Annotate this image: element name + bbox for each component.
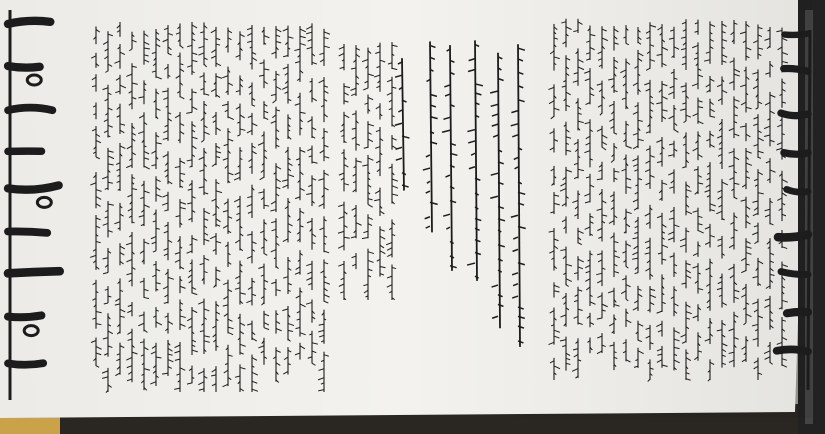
headline-stem xyxy=(808,30,810,390)
headline-stroke xyxy=(8,315,41,317)
headline-stroke xyxy=(8,21,50,24)
headline-stroke xyxy=(784,69,808,72)
headline-stroke xyxy=(8,363,43,365)
headline-stroke xyxy=(787,189,808,192)
headline-stroke xyxy=(8,231,47,232)
headline-stroke xyxy=(784,153,808,155)
headline-stroke xyxy=(8,66,40,68)
headline-stroke xyxy=(8,271,60,273)
headline-stroke xyxy=(781,272,808,275)
headline-stroke xyxy=(787,312,808,313)
headline-stroke xyxy=(8,108,52,111)
headline-stroke xyxy=(8,185,59,189)
headline-stroke xyxy=(781,113,808,116)
headline-stroke xyxy=(784,34,808,35)
